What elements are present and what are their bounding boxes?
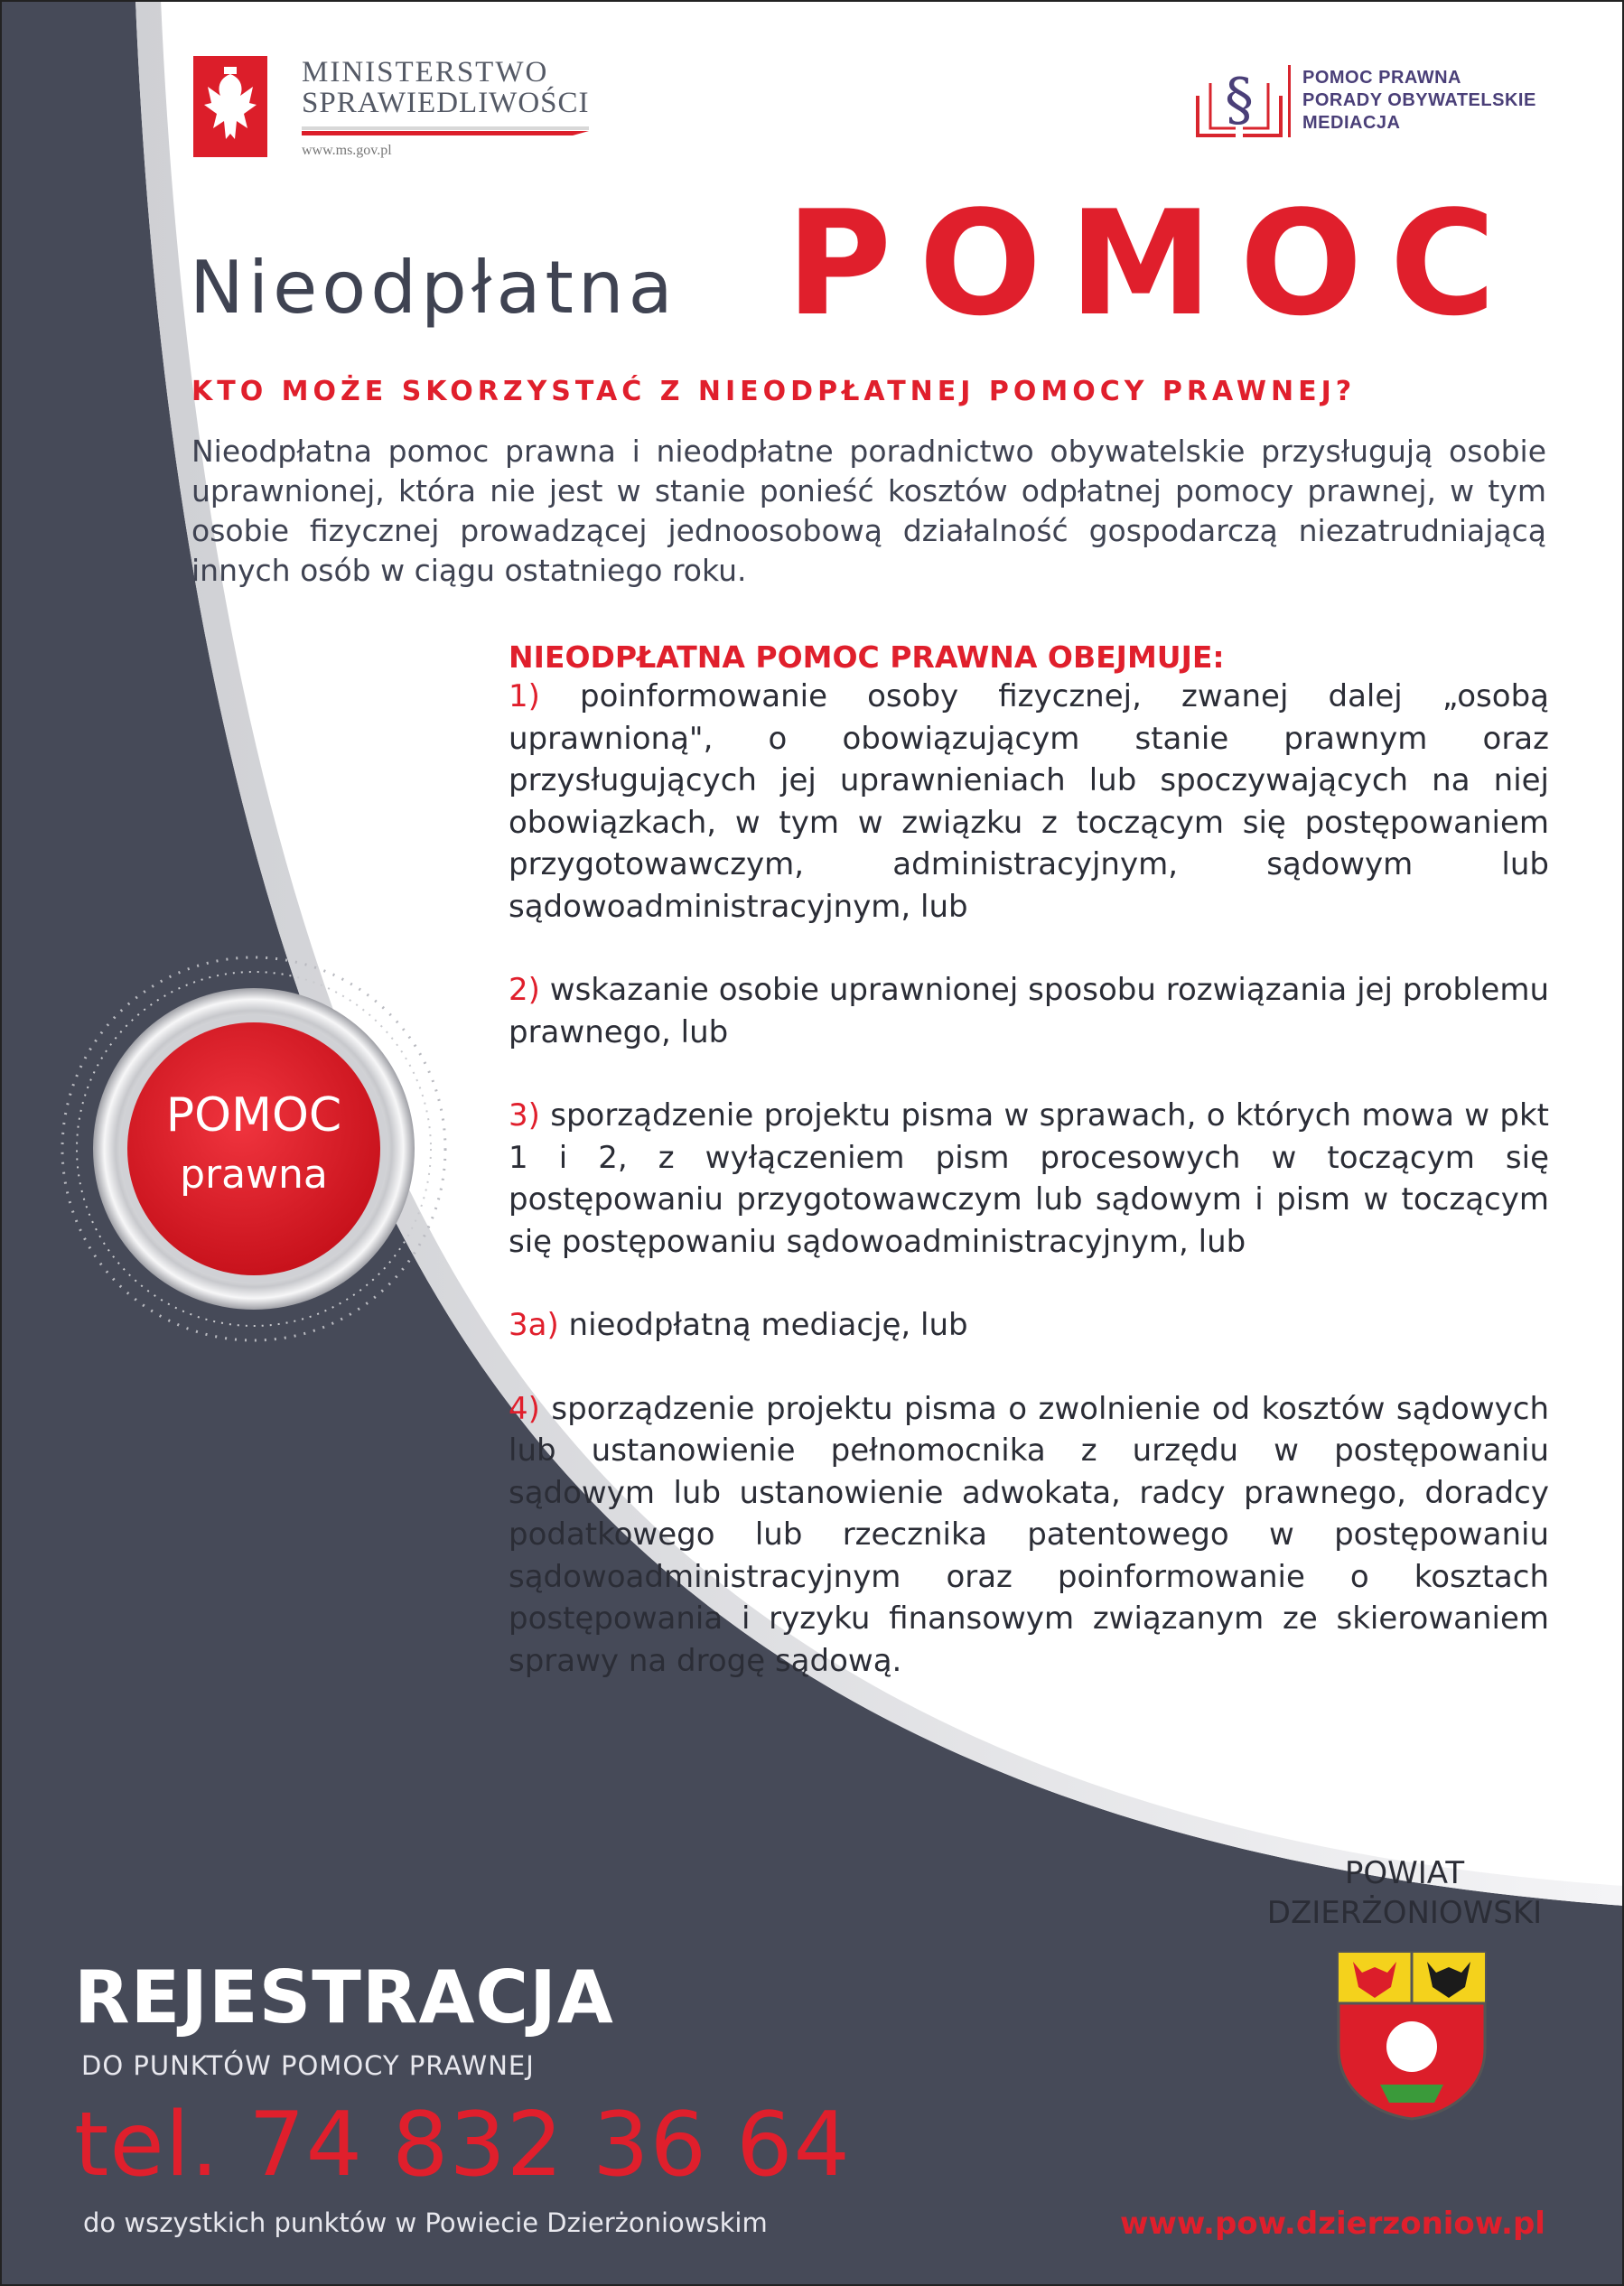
polish-eagle-icon xyxy=(193,56,267,157)
scope-item xyxy=(509,969,1549,1053)
website-link[interactable]: www.pow.dzierzoniow.pl xyxy=(1120,2206,1545,2242)
book-paragraph-icon xyxy=(1190,60,1288,143)
title-big: POMOC xyxy=(786,179,1523,348)
intro-paragraph: Nieodpłatna pomoc prawna i nieodpłatne poradnictwo obywatelskie przysługują osobie uprawnionej, która nie jest w stanie ponieść kosztów odpłatnej pomocy prawnej, w tym osobie fizycznej prowadzącej jednoosobową działalność gospodarczą niezatrudniającą innych osób w ciągu ostatniego roku. xyxy=(191,434,1546,588)
flag-stripe xyxy=(302,126,589,135)
item-text: sporządzenie projektu pisma w sprawach, o których mowa w pkt 1 i 2, z wyłączeniem pism procesowych w toczącym się postępowaniu przygotowawczym lub sądowym i pism w toczącym się postępowaniu sądowoadministracyjnym, lub xyxy=(509,1097,1549,1260)
scope-section xyxy=(509,639,1549,1723)
svg-text:§: § xyxy=(1225,67,1254,134)
logo-line: MEDIACJA xyxy=(1302,113,1401,133)
powiat-line2: DZIERŻONIOWSKI xyxy=(1266,1895,1543,1931)
item-text: poinformowanie osoby fizycznej, zwanej dalej „osobą uprawnioną", o obowiązującym stanie prawnym oraz przysługujących jej uprawnieniach lub spoczywających na niej obowiązkach, w tym w związku z toczącym się postępowaniem przygotowawczym, administracyjnym, sądowym lub sądowoadministracyjnym, lub xyxy=(509,678,1549,925)
item-number: 3) xyxy=(509,1097,540,1134)
ministry-line1: MINISTERSTWO xyxy=(302,56,549,89)
coat-of-arms-icon xyxy=(1335,1949,1489,2121)
question-heading: KTO MOŻE SKORZYSTAĆ Z NIEODPŁATNEJ POMOCY PRAWNEJ? xyxy=(191,376,1357,407)
powiat-line1: POWIAT xyxy=(1344,1855,1465,1891)
scope-item xyxy=(509,1095,1549,1263)
ministry-website: www.ms.gov.pl xyxy=(302,143,392,158)
badge-line1: POMOC xyxy=(165,1088,342,1143)
item-number: 2) xyxy=(509,972,540,1008)
logo-line: PORADY OBYWATELSKIE xyxy=(1302,90,1536,110)
badge-circle xyxy=(58,953,450,1345)
logo-line: POMOC PRAWNA xyxy=(1302,68,1461,88)
title-small: Nieodpłatna xyxy=(190,246,677,330)
item-text: wskazanie osobie uprawnionej sposobu rozwiązania jej problemu prawnego, lub xyxy=(509,972,1549,1050)
ministry-logo xyxy=(193,56,645,164)
legal-aid-logo xyxy=(1190,60,1570,150)
phone-number[interactable]: tel. 74 832 36 64 xyxy=(74,2094,851,2197)
registration-subtitle: DO PUNKTÓW POMOCY PRAWNEJ xyxy=(81,2050,535,2081)
legal-aid-logo-text xyxy=(1302,67,1536,135)
powiat-name xyxy=(1237,1853,1572,1933)
logo-divider xyxy=(1288,65,1291,137)
registration-title: REJESTRACJA xyxy=(74,1955,614,2039)
ministry-line2: SPRAWIEDLIWOŚCI xyxy=(302,87,590,119)
item-number: 4) xyxy=(509,1390,540,1427)
badge-line2: prawna xyxy=(180,1152,328,1198)
item-number: 3a) xyxy=(509,1307,559,1343)
scope-item xyxy=(509,1304,1549,1347)
phone-note: do wszystkich punktów w Powiecie Dzierżoniowskim xyxy=(83,2207,768,2238)
scope-heading: NIEODPŁATNA POMOC PRAWNA OBEJMUJE: xyxy=(509,639,1225,675)
item-text: sporządzenie projektu pisma o zwolnienie od kosztów sądowych lub ustanowienie pełnomocnika z urzędu w postępowaniu sądowym lub ustanowienie adwokata, radcy prawnego, doradcy podatkowego lub rzecznika patentowego w postępowaniu sądowoadministracyjnym oraz poinformowanie o kosztach postępowania i ryzyku finansowym związanym ze skierowaniem sprawy na drogę sądową. xyxy=(509,1390,1550,1679)
item-text: nieodpłatną mediację, lub xyxy=(568,1307,968,1343)
item-number: 1) xyxy=(509,678,540,714)
scope-item xyxy=(509,676,1549,928)
scope-item xyxy=(509,1388,1549,1683)
pomoc-prawna-badge xyxy=(58,953,450,1345)
